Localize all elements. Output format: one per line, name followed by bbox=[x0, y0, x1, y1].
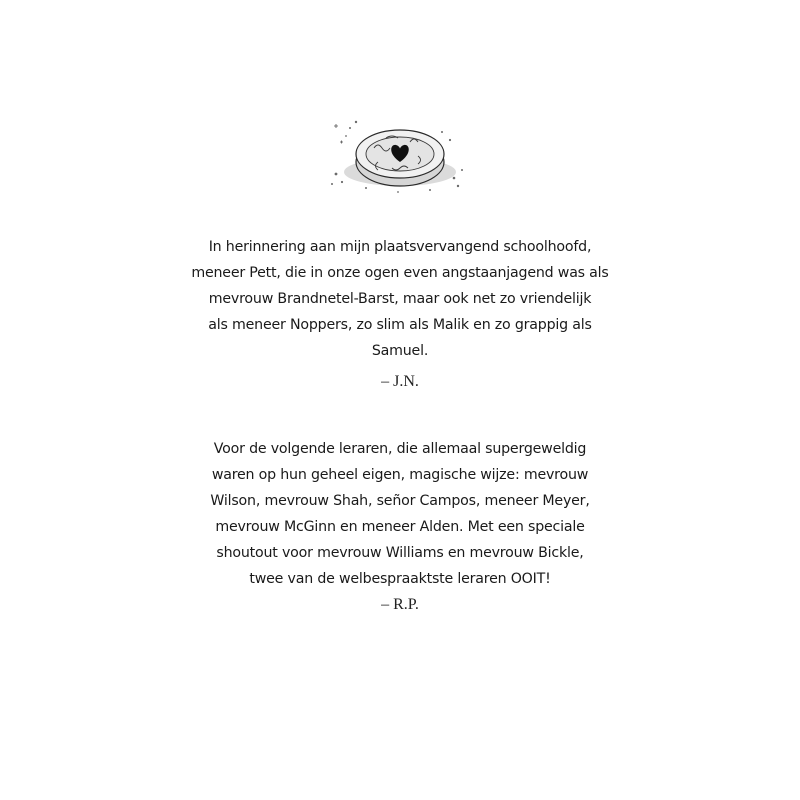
dedication-text bbox=[190, 234, 610, 364]
dedication-rp bbox=[190, 436, 610, 592]
text-line: waren op hun geheel eigen, magische wijze: mevrouw bbox=[211, 467, 589, 483]
dedication-text bbox=[190, 436, 610, 592]
text-line: Voor de volgende leraren, die allemaal supergeweldig bbox=[213, 441, 587, 457]
text-line: meneer Pett, die in onze ogen even angstaanjagend was als bbox=[191, 265, 609, 281]
dedication-jn bbox=[190, 234, 610, 364]
text-line: als meneer Noppers, zo slim als Malik en zo grappig als bbox=[208, 317, 592, 333]
signature-rp: – R.P. bbox=[381, 596, 419, 613]
text-line: Wilson, mevrouw Shah, señor Campos, meneer Meyer, bbox=[210, 493, 590, 509]
text-line: mevrouw Brandnetel-Barst, maar ook net zo vriendelijk bbox=[208, 291, 592, 307]
text-line: mevrouw McGinn en meneer Alden. Met een speciale bbox=[215, 519, 585, 535]
text-line: In herinnering aan mijn plaatsvervangend schoolhoofd, bbox=[208, 239, 592, 255]
jam-biscuit-heart-icon bbox=[326, 112, 470, 194]
text-line: shoutout voor mevrouw Williams en mevrouw Bickle, bbox=[216, 545, 584, 561]
text-line: Samuel. bbox=[371, 343, 429, 359]
signature-jn: – J.N. bbox=[381, 373, 419, 390]
text-line: twee van de welbespraaktste leraren OOIT! bbox=[249, 571, 551, 587]
